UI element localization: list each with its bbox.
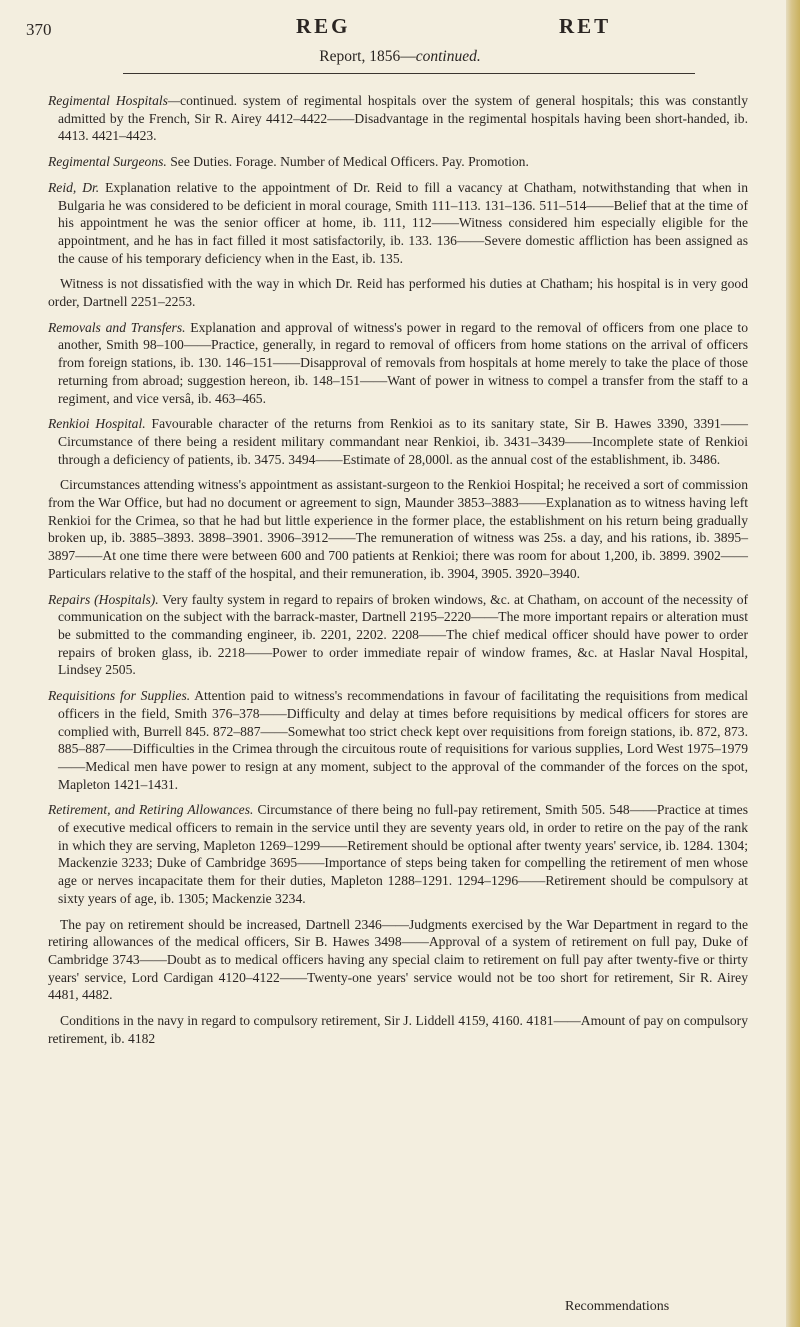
index-entry bbox=[48, 687, 748, 793]
index-paragraph bbox=[48, 275, 748, 310]
entry-heading: Removals and Transfers. bbox=[48, 319, 186, 335]
entry-heading: Regimental Surgeons. bbox=[48, 154, 167, 170]
index-entry bbox=[48, 153, 748, 171]
page-header bbox=[26, 14, 746, 44]
running-title bbox=[0, 48, 800, 66]
entry-heading: Repairs (Hospitals). bbox=[48, 591, 159, 607]
index-entry bbox=[48, 801, 748, 907]
index-paragraph bbox=[48, 476, 748, 582]
page-edge bbox=[786, 0, 800, 1327]
entry-body: Very faulty system in regard to repairs of broken windows, &c. at Chatham, on account of the necessity of communication on the subject with the barrack-master, Dartnell 2195–2220——The more important repairs or alteration must be submitted to the commanding engineer, ib. 2201, 2202. 2208——The chief medical officer should have power to order repairs of broken glass, ib. 2218——Power to order immediate repair of window frames, &c. at Haslar Naval Hospital, Lindsey 2505. bbox=[58, 591, 749, 678]
index-entry bbox=[48, 415, 748, 468]
catchword: Recommendations bbox=[565, 1299, 670, 1314]
entry-heading: Retirement, and Retiring Allowances. bbox=[48, 802, 254, 818]
entry-body: Explanation relative to the appointment of Dr. Reid to fill a vacancy at Chatham, notwithstanding that when in Bulgaria he was considered to be deficient in moral courage, Smith 111–113. 131–136. 511–514——Belief that at the time of his appointment he was the senior officer at home, ib. 111, 112——Witness considered him especially eligible for the appointment, and he has in fact filled it most satisfactorily, ib. 133. 136——Severe domestic affliction has been assigned as the cause of his temporary deficiency when in the East, ib. 135. bbox=[58, 179, 748, 266]
entry-body: continued. system of regimental hospitals over the system of general hospitals; this was constantly admitted by the French, Sir R. Airey 4412–4422——Disadvantage in the regimental hospitals having been short-handed, ib. 4413. 4421–4423. bbox=[58, 93, 749, 144]
index-entry bbox=[48, 591, 748, 680]
header-left-word: REG bbox=[296, 14, 351, 38]
entry-heading: Reid, Dr. bbox=[48, 179, 100, 195]
entry-heading: Renkioi Hospital. bbox=[48, 416, 146, 432]
entry-heading: Requisitions for Supplies. bbox=[48, 688, 191, 704]
entry-body: Witness is not dissatisfied with the way in which Dr. Reid has performed his duties at Chatham; his hospital is in very good order, Dartnell 2251–2253. bbox=[48, 276, 748, 310]
running-title-continued: continued. bbox=[415, 48, 481, 65]
entry-body: See Duties. Forage. Number of Medical Officers. Pay. Promotion. bbox=[170, 154, 529, 170]
entry-heading: Regimental Hospitals— bbox=[48, 93, 181, 108]
index-paragraph bbox=[48, 1012, 748, 1047]
running-title-text: Report, 1856— bbox=[319, 48, 416, 65]
index-entry bbox=[48, 179, 748, 268]
entry-body: Conditions in the navy in regard to compulsory retirement, Sir J. Liddell 4159, 4160. 4181——Amount of pay on compulsory retirement, ib. 4182 bbox=[48, 1013, 748, 1046]
header-rule bbox=[123, 73, 695, 74]
entry-body: Attention paid to witness's recommendations in favour of facilitating the requisitions from medical officers in the field, Smith 376–378——Difficulty and delay at times before requisitions by medical officers for stores are complied with, Burrell 845. 872–887——Somewhat too strict check kept over requisitions from foreign stations, ib. 872, 873. 885–887——Difficulties in the Crimea through the circuitous route of requisitions for various supplies, Lord West 1975–1979——Medical men have power to resign at any moment, subject to the approval of the commander of the forces on the spot, Mapleton 1421–1431. bbox=[58, 688, 749, 792]
entry-body: Explanation and approval of witness's power in regard to the removal of officers from one place to another, Smith 98–100——Practice, generally, in regard to removal of officers from home stations on the arrival of officers from foreign stations, ib. 130. 146–151——Disapproval of removals from hospitals at home merely to take the place of those returning from abroad; suggestion hereon, ib. 148–151——Want of power in witness to compel a transfer from the staff to a regiment, and vice versâ, ib. 463–465. bbox=[58, 319, 748, 406]
page-number: 370 bbox=[26, 20, 52, 39]
index-entry bbox=[48, 92, 748, 145]
entry-body: The pay on retirement should be increased, Dartnell 2346——Judgments exercised by the War Department in regard to the retiring allowances of the medical officers, Sir B. Hawes 3498——Approval of a system of retirement on full pay, Duke of Cambridge 3743——Doubt as to medical officers having any special claim to retirement on full pay after twenty-five or thirty years' service, Lord Cardigan 4120–4122——Twenty-one years' service would not be too short for retirement, Sir R. Airey 4481, 4482. bbox=[48, 916, 748, 1003]
entry-body: Circumstances attending witness's appointment as assistant-surgeon to the Renkioi Hospital; he received a sort of commission from the War Office, but had no document or agreement to sign, Maunder 3853–3883——Explanation as to witness having left Renkioi for the Crimea, so that he had but little experience in the former place, the establishment on his return being gradually broken up, ib. 3885–3893. 3898–3901. 3906–3912——The remuneration of witness was 25s. a day, and his rations, ib. 3895–3897——At one time there were between 600 and 700 patients at Renkioi; there was room for about 1,200, ib. 3899. 3902——Particulars relative to the staff of the hospital, and their remuneration, ib. 3904, 3905. 3920–3940. bbox=[48, 477, 748, 581]
index-content bbox=[48, 92, 748, 1055]
entry-body: Circumstance of there being no full-pay retirement, Smith 505. 548——Practice at times of executive medical officers to remain in the service until they are seventy years old, in order to retire on the pay of the rank in which they are serving, Mapleton 1269–1299——Retirement should be optional after twenty years' service, ib. 1284. 1304; Mackenzie 3233; Duke of Cambridge 3695——Importance of steps being taken for compelling the retirement of men whose age or nerves incapacitate them for their duties, Mapleton 1288–1291. 1294–1296——Retirement should be compulsory at sixty years of age, ib. 1305; Mackenzie 3234. bbox=[58, 802, 749, 906]
index-paragraph bbox=[48, 916, 748, 1005]
header-right-word: RET bbox=[559, 14, 612, 38]
index-entry bbox=[48, 319, 748, 408]
entry-body: Favourable character of the returns from Renkioi as to its sanitary state, Sir B. Hawes 3390, 3391——Circumstance of there being a resident military commandant near Renkioi, ib. 3431–3439——Incomplete state of Renkioi through a deficiency of patients, ib. 3475. 3494——Estimate of 28,000l. as the annual cost of the establishment, ib. 3486. bbox=[58, 416, 748, 467]
